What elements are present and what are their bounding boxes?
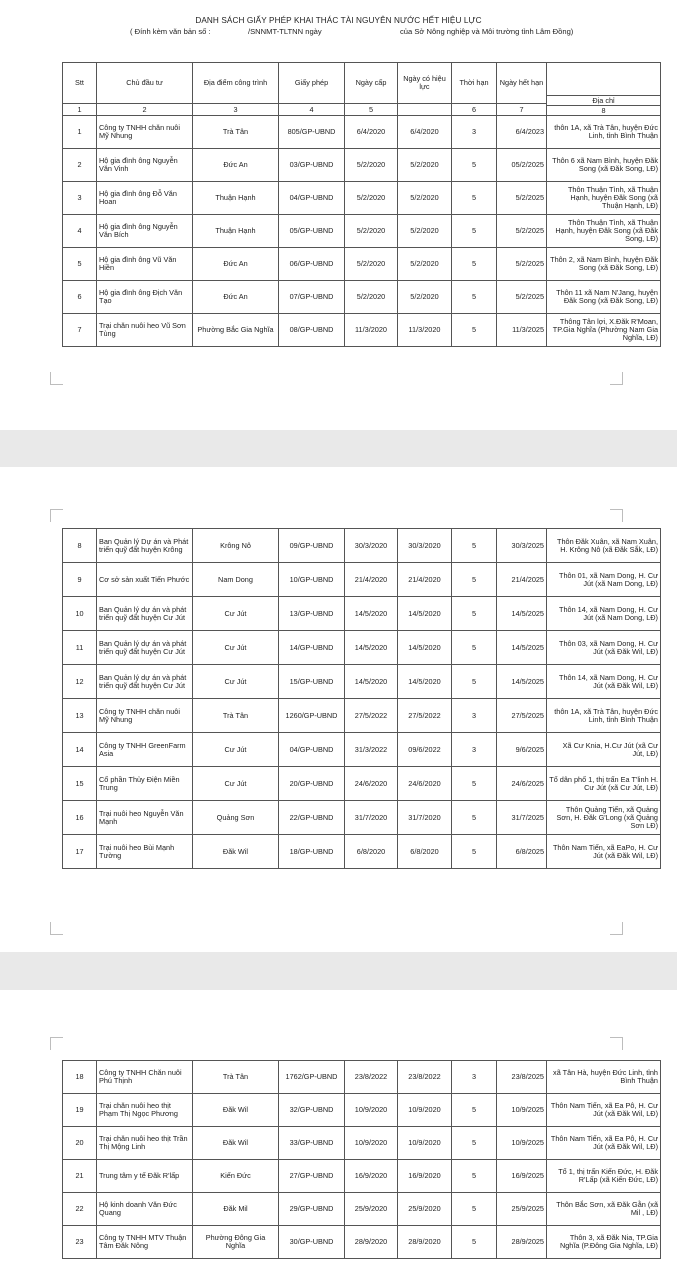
table-row	[63, 699, 661, 733]
col-number-empty	[398, 104, 452, 116]
cell-permit: 04/GP-UBND	[279, 182, 345, 215]
cell-stt: 22	[63, 1193, 97, 1226]
table-row	[63, 248, 661, 281]
cell-permit: 32/GP-UBND	[279, 1094, 345, 1127]
cell-address: thôn 1A, xã Trà Tân, huyện Đức Linh, tỉnh Bình Thuận	[547, 699, 661, 733]
cell-stt: 20	[63, 1127, 97, 1160]
cell-site: Phường Bắc Gia Nghĩa	[193, 314, 279, 347]
cell-effective: 31/7/2020	[398, 801, 452, 835]
col-number-8: 8	[547, 105, 660, 115]
cell-owner: Hộ gia đình ông Địch Văn Tạo	[97, 281, 193, 314]
cell-permit: 22/GP-UBND	[279, 801, 345, 835]
cell-stt: 14	[63, 733, 97, 767]
cell-permit: 27/GP-UBND	[279, 1160, 345, 1193]
table-row	[63, 733, 661, 767]
cell-address: xã Tân Hà, huyện Đức Linh, tỉnh Bình Thuận	[547, 1061, 661, 1094]
table-row	[63, 1094, 661, 1127]
cell-effective: 09/6/2022	[398, 733, 452, 767]
cell-effective: 5/2/2020	[398, 149, 452, 182]
cell-site: Cư Jút	[193, 631, 279, 665]
cell-issued: 14/5/2020	[345, 597, 398, 631]
cell-term: 5	[452, 281, 497, 314]
table-row	[63, 1127, 661, 1160]
cell-owner: Công ty TNHH chăn nuôi Mỹ Nhung	[97, 116, 193, 149]
cell-expiry: 21/4/2025	[497, 563, 547, 597]
cell-permit: 14/GP-UBND	[279, 631, 345, 665]
cell-owner: Công ty TNHH Chăn nuôi Phú Thịnh	[97, 1061, 193, 1094]
cell-effective: 5/2/2020	[398, 215, 452, 248]
cell-term: 3	[452, 116, 497, 149]
cell-expiry: 11/3/2025	[497, 314, 547, 347]
cell-issued: 6/8/2020	[345, 835, 398, 869]
header-owner: Chủ đầu tư	[97, 63, 193, 104]
cell-address: Thôn 14, xã Nam Dong, H. Cư Jút (xã Đăk Wil, LĐ)	[547, 665, 661, 699]
cell-owner: Trại chăn nuôi heo Vũ Sơn Tùng	[97, 314, 193, 347]
cell-address: Thôn 2, xã Nam Bình, huyện Đăk Song (xã Đăk Song, LĐ)	[547, 248, 661, 281]
cell-site: Đăk Wil	[193, 1094, 279, 1127]
col-number-1: 1	[63, 104, 97, 116]
subtitle-issuer: của Sở Nông nghiệp và Môi trường tỉnh Lâm Đồng)	[400, 27, 574, 36]
permit-table-part-3	[62, 1060, 661, 1259]
table-row	[63, 182, 661, 215]
cell-address: Thôn Nam Tiến, xã EaPo, H. Cư Jút (xã Đăk Wil, LĐ)	[547, 835, 661, 869]
cell-stt: 4	[63, 215, 97, 248]
page-corner-mark	[50, 509, 63, 522]
header-permit: Giấy phép	[279, 63, 345, 104]
cell-stt: 12	[63, 665, 97, 699]
cell-stt: 16	[63, 801, 97, 835]
cell-permit: 10/GP-UBND	[279, 563, 345, 597]
cell-effective: 23/8/2022	[398, 1061, 452, 1094]
header-stt: Stt	[63, 63, 97, 104]
table-body-part-1	[63, 116, 661, 347]
cell-issued: 27/5/2022	[345, 699, 398, 733]
cell-issued: 10/9/2020	[345, 1127, 398, 1160]
cell-address: Tổ dân phố 1, thị trấn Ea T'linh H. Cư Jút (xã Cư Jút, LĐ)	[547, 767, 661, 801]
cell-issued: 31/3/2022	[345, 733, 398, 767]
cell-term: 5	[452, 597, 497, 631]
table-row	[63, 665, 661, 699]
header-issued: Ngày cấp	[345, 63, 398, 104]
col-number-4: 4	[279, 104, 345, 116]
cell-stt: 9	[63, 563, 97, 597]
cell-expiry: 14/5/2025	[497, 631, 547, 665]
cell-permit: 13/GP-UBND	[279, 597, 345, 631]
cell-site: Đăk Wil	[193, 1127, 279, 1160]
cell-address: Thôn Quảng Tiến, xã Quảng Sơn, H. Đăk G'Long (xã Quảng Sơn LĐ)	[547, 801, 661, 835]
cell-site: Thuận Hạnh	[193, 215, 279, 248]
cell-site: Đức An	[193, 149, 279, 182]
cell-stt: 19	[63, 1094, 97, 1127]
cell-permit: 805/GP-UBND	[279, 116, 345, 149]
cell-expiry: 14/5/2025	[497, 597, 547, 631]
cell-owner: Hộ gia đình ông Đỗ Văn Hoan	[97, 182, 193, 215]
cell-term: 5	[452, 248, 497, 281]
header-term: Thời hạn	[452, 63, 497, 104]
cell-permit: 29/GP-UBND	[279, 1193, 345, 1226]
table-row	[63, 529, 661, 563]
cell-effective: 14/5/2020	[398, 631, 452, 665]
cell-issued: 30/3/2020	[345, 529, 398, 563]
cell-effective: 14/5/2020	[398, 597, 452, 631]
cell-site: Nam Dong	[193, 563, 279, 597]
cell-site: Trà Tân	[193, 116, 279, 149]
cell-issued: 10/9/2020	[345, 1094, 398, 1127]
cell-address: Tổ 1, thị trấn Kiến Đức, H. Đăk R'Lấp (xã Kiến Đức, LĐ)	[547, 1160, 661, 1193]
cell-address: Thôn Thuận Tình, xã Thuận Hạnh, huyện Đăk Song (xã Đăk Song, LĐ)	[547, 215, 661, 248]
cell-address: Thôn 01, xã Nam Dong, H. Cư Jút (xã Nam Dong, LĐ)	[547, 563, 661, 597]
cell-stt: 3	[63, 182, 97, 215]
cell-effective: 5/2/2020	[398, 281, 452, 314]
cell-owner: Hộ gia đình ông Vũ Văn Hiền	[97, 248, 193, 281]
cell-stt: 2	[63, 149, 97, 182]
page-corner-mark	[50, 922, 63, 935]
cell-owner: Trại chăn nuôi heo thịt Phạm Thị Ngọc Phương	[97, 1094, 193, 1127]
cell-effective: 10/9/2020	[398, 1127, 452, 1160]
page-corner-mark	[610, 372, 623, 385]
cell-address: Thôn Thuận Tình, xã Thuận Hạnh, huyện Đăk Song (xã Thuận Hạnh, LĐ)	[547, 182, 661, 215]
cell-stt: 5	[63, 248, 97, 281]
cell-stt: 21	[63, 1160, 97, 1193]
cell-owner: Hộ kinh doanh Văn Đức Quang	[97, 1193, 193, 1226]
cell-site: Cư Jút	[193, 597, 279, 631]
cell-expiry: 5/2/2025	[497, 182, 547, 215]
table-row	[63, 281, 661, 314]
page-corner-mark	[610, 922, 623, 935]
cell-owner: Trại nuôi heo Bùi Mạnh Tường	[97, 835, 193, 869]
cell-address: Thông Tân lợi, X.Đăk R'Moan, TP.Gia Nghĩa (Phường Nam Gia Nghĩa, LĐ)	[547, 314, 661, 347]
cell-owner: Cổ phần Thủy Điện Miền Trung	[97, 767, 193, 801]
cell-term: 5	[452, 1094, 497, 1127]
document-page-2	[0, 467, 677, 952]
table-body-part-3	[63, 1061, 661, 1259]
cell-owner: Công ty TNHH chăn nuôi Mỹ Nhung	[97, 699, 193, 733]
cell-expiry: 5/2/2025	[497, 281, 547, 314]
cell-site: Đăk Mil	[193, 1193, 279, 1226]
table-row	[63, 215, 661, 248]
cell-expiry: 05/2/2025	[497, 149, 547, 182]
cell-expiry: 24/6/2025	[497, 767, 547, 801]
cell-address: Thôn 3, xã Đăk Nia, TP.Gia Nghĩa (P.Đông Gia Nghĩa, LĐ)	[547, 1226, 661, 1259]
cell-permit: 03/GP-UBND	[279, 149, 345, 182]
cell-permit: 18/GP-UBND	[279, 835, 345, 869]
cell-term: 5	[452, 563, 497, 597]
cell-term: 5	[452, 631, 497, 665]
cell-issued: 16/9/2020	[345, 1160, 398, 1193]
col-number-5: 5	[345, 104, 398, 116]
header-site: Địa điểm công trình	[193, 63, 279, 104]
cell-site: Quảng Sơn	[193, 801, 279, 835]
cell-effective: 16/9/2020	[398, 1160, 452, 1193]
cell-issued: 5/2/2020	[345, 149, 398, 182]
cell-term: 3	[452, 1061, 497, 1094]
cell-expiry: 28/9/2025	[497, 1226, 547, 1259]
header-expiry: Ngày hết hạn	[497, 63, 547, 104]
cell-expiry: 10/9/2025	[497, 1127, 547, 1160]
cell-stt: 15	[63, 767, 97, 801]
cell-term: 5	[452, 1226, 497, 1259]
cell-effective: 5/2/2020	[398, 182, 452, 215]
cell-expiry: 31/7/2025	[497, 801, 547, 835]
cell-address: Thôn Nam Tiến, xã Ea Pô, H. Cư Jút (xã Đăk Wil, LĐ)	[547, 1127, 661, 1160]
cell-term: 3	[452, 699, 497, 733]
cell-site: Đăk Wil	[193, 835, 279, 869]
table-row	[63, 1193, 661, 1226]
cell-site: Cư Jút	[193, 665, 279, 699]
cell-stt: 18	[63, 1061, 97, 1094]
table-row	[63, 314, 661, 347]
cell-term: 5	[452, 529, 497, 563]
cell-owner: Cơ sở sản xuất Tiến Phước	[97, 563, 193, 597]
table-header-row	[63, 63, 661, 104]
permit-table-part-2	[62, 528, 661, 869]
document-page-3	[0, 990, 677, 1280]
cell-permit: 05/GP-UBND	[279, 215, 345, 248]
cell-address: thôn 1A, xã Trà Tân, huyện Đức Linh, tỉnh Bình Thuận	[547, 116, 661, 149]
cell-expiry: 6/8/2025	[497, 835, 547, 869]
cell-stt: 17	[63, 835, 97, 869]
cell-owner: Trung tâm y tế Đăk R'lấp	[97, 1160, 193, 1193]
cell-term: 5	[452, 801, 497, 835]
cell-issued: 14/5/2020	[345, 665, 398, 699]
cell-permit: 1260/GP-UBND	[279, 699, 345, 733]
table-row	[63, 597, 661, 631]
cell-owner: Công ty TNHH GreenFarm Asia	[97, 733, 193, 767]
table-row	[63, 801, 661, 835]
cell-effective: 27/5/2022	[398, 699, 452, 733]
cell-term: 5	[452, 182, 497, 215]
table-row	[63, 1226, 661, 1259]
cell-expiry: 10/9/2025	[497, 1094, 547, 1127]
cell-term: 5	[452, 767, 497, 801]
cell-address: Thôn 11 xã Nam N'Jang, huyện Đăk Song (xã Đăk Song, LĐ)	[547, 281, 661, 314]
cell-effective: 25/9/2020	[398, 1193, 452, 1226]
cell-site: Đức An	[193, 248, 279, 281]
subtitle-ref-number: ( Đính kèm văn bản số :	[130, 27, 211, 36]
cell-term: 5	[452, 1127, 497, 1160]
page-corner-mark	[610, 509, 623, 522]
table-row	[63, 767, 661, 801]
cell-permit: 07/GP-UBND	[279, 281, 345, 314]
cell-permit: 30/GP-UBND	[279, 1226, 345, 1259]
cell-effective: 11/3/2020	[398, 314, 452, 347]
cell-site: Kiến Đức	[193, 1160, 279, 1193]
cell-permit: 33/GP-UBND	[279, 1127, 345, 1160]
col-number-2: 2	[97, 104, 193, 116]
cell-expiry: 16/9/2025	[497, 1160, 547, 1193]
cell-expiry: 23/8/2025	[497, 1061, 547, 1094]
cell-expiry: 5/2/2025	[497, 215, 547, 248]
table-row	[63, 116, 661, 149]
table-row	[63, 835, 661, 869]
cell-owner: Trại nuôi heo Nguyễn Văn Mạnh	[97, 801, 193, 835]
cell-stt: 23	[63, 1226, 97, 1259]
cell-address: Thôn Nam Tiến, xã Ea Pô, H. Cư Jút (xã Đăk Wil, LĐ)	[547, 1094, 661, 1127]
cell-effective: 6/4/2020	[398, 116, 452, 149]
cell-effective: 28/9/2020	[398, 1226, 452, 1259]
cell-expiry: 27/5/2025	[497, 699, 547, 733]
cell-term: 5	[452, 149, 497, 182]
cell-term: 5	[452, 1160, 497, 1193]
cell-permit: 1762/GP-UBND	[279, 1061, 345, 1094]
cell-stt: 11	[63, 631, 97, 665]
cell-issued: 21/4/2020	[345, 563, 398, 597]
cell-term: 5	[452, 665, 497, 699]
cell-issued: 24/6/2020	[345, 767, 398, 801]
subtitle-ref-code: /SNNMT-TLTNN ngày	[248, 27, 322, 36]
table-row	[63, 1061, 661, 1094]
cell-issued: 5/2/2020	[345, 182, 398, 215]
cell-term: 5	[452, 314, 497, 347]
cell-issued: 5/2/2020	[345, 215, 398, 248]
cell-address: Thôn 03, xã Nam Dong, H. Cư Jút (xã Đăk Wil, LĐ)	[547, 631, 661, 665]
cell-site: Krông Nô	[193, 529, 279, 563]
cell-owner: Hộ gia đình ông Nguyễn Văn Bích	[97, 215, 193, 248]
cell-permit: 20/GP-UBND	[279, 767, 345, 801]
cell-issued: 6/4/2020	[345, 116, 398, 149]
permit-table-part-1	[62, 62, 661, 347]
cell-stt: 13	[63, 699, 97, 733]
cell-effective: 14/5/2020	[398, 665, 452, 699]
cell-owner: Trại chăn nuôi heo thịt Trần Thị Mộng Linh	[97, 1127, 193, 1160]
cell-site: Thuận Hạnh	[193, 182, 279, 215]
table-row	[63, 563, 661, 597]
cell-site: Cư Jút	[193, 767, 279, 801]
cell-issued: 5/2/2020	[345, 281, 398, 314]
cell-permit: 04/GP-UBND	[279, 733, 345, 767]
cell-address: Thôn Đăk Xuân, xã Nam Xuân, H. Krông Nô (xã Đăk Sắk, LĐ)	[547, 529, 661, 563]
cell-term: 5	[452, 1193, 497, 1226]
document-page-1	[0, 0, 677, 430]
cell-issued: 31/7/2020	[345, 801, 398, 835]
header-effective: Ngày có hiệu lực	[398, 63, 452, 104]
cell-stt: 8	[63, 529, 97, 563]
cell-permit: 06/GP-UBND	[279, 248, 345, 281]
cell-effective: 6/8/2020	[398, 835, 452, 869]
header-address: Địa chỉ	[592, 96, 615, 105]
cell-term: 5	[452, 835, 497, 869]
cell-stt: 1	[63, 116, 97, 149]
cell-expiry: 30/3/2025	[497, 529, 547, 563]
table-body-part-2	[63, 529, 661, 869]
cell-expiry: 14/5/2025	[497, 665, 547, 699]
cell-site: Cư Jút	[193, 733, 279, 767]
cell-owner: Công ty TNHH MTV Thuận Tâm Đăk Nông	[97, 1226, 193, 1259]
cell-address: Thôn 14, xã Nam Dong, H. Cư Jút (xã Nam Dong, LĐ)	[547, 597, 661, 631]
cell-expiry: 9/6/2025	[497, 733, 547, 767]
cell-owner: Ban Quản lý dự án và phát triển quỹ đất huyện Cư Jút	[97, 665, 193, 699]
cell-effective: 5/2/2020	[398, 248, 452, 281]
cell-issued: 23/8/2022	[345, 1061, 398, 1094]
page-corner-mark	[50, 372, 63, 385]
cell-address: Thôn 6 xã Nam Bình, huyện Đăk Song (xã Đăk Song, LĐ)	[547, 149, 661, 182]
header-address-cell	[547, 63, 661, 116]
cell-expiry: 25/9/2025	[497, 1193, 547, 1226]
col-number-3: 3	[193, 104, 279, 116]
cell-expiry: 5/2/2025	[497, 248, 547, 281]
cell-issued: 5/2/2020	[345, 248, 398, 281]
cell-term: 5	[452, 215, 497, 248]
col-number-7: 7	[497, 104, 547, 116]
cell-stt: 7	[63, 314, 97, 347]
cell-owner: Ban Quản lý Dự án và Phát triển quỹ đất huyện Krông	[97, 529, 193, 563]
cell-permit: 15/GP-UBND	[279, 665, 345, 699]
cell-owner: Hộ gia đình ông Nguyễn Văn Vinh	[97, 149, 193, 182]
table-row	[63, 631, 661, 665]
cell-effective: 10/9/2020	[398, 1094, 452, 1127]
cell-owner: Ban Quản lý dự án và phát triển quỹ đất huyện Cư Jút	[97, 597, 193, 631]
cell-site: Trà Tân	[193, 1061, 279, 1094]
table-row	[63, 1160, 661, 1193]
table-row	[63, 149, 661, 182]
cell-site: Đức An	[193, 281, 279, 314]
cell-effective: 30/3/2020	[398, 529, 452, 563]
cell-effective: 21/4/2020	[398, 563, 452, 597]
cell-site: Phường Đông Gia Nghĩa	[193, 1226, 279, 1259]
cell-issued: 14/5/2020	[345, 631, 398, 665]
cell-stt: 10	[63, 597, 97, 631]
document-title: DANH SÁCH GIẤY PHÉP KHAI THÁC TÀI NGUYÊN NƯỚC HẾT HIỆU LỰC	[195, 16, 482, 25]
cell-site: Trà Tân	[193, 699, 279, 733]
cell-effective: 24/6/2020	[398, 767, 452, 801]
col-number-6: 6	[452, 104, 497, 116]
cell-stt: 6	[63, 281, 97, 314]
cell-issued: 28/9/2020	[345, 1226, 398, 1259]
cell-expiry: 6/4/2023	[497, 116, 547, 149]
cell-term: 3	[452, 733, 497, 767]
cell-permit: 08/GP-UBND	[279, 314, 345, 347]
cell-issued: 25/9/2020	[345, 1193, 398, 1226]
cell-owner: Ban Quản lý dự án và phát triển quỹ đất huyện Cư Jút	[97, 631, 193, 665]
page-corner-mark	[50, 1037, 63, 1050]
page-corner-mark	[610, 1037, 623, 1050]
cell-issued: 11/3/2020	[345, 314, 398, 347]
cell-permit: 09/GP-UBND	[279, 529, 345, 563]
cell-address: Xã Cư Knia, H.Cư Jút (xã Cư Jút, LĐ)	[547, 733, 661, 767]
cell-address: Thôn Bắc Sơn, xã Đăk Gằn (xã Mil , LĐ)	[547, 1193, 661, 1226]
